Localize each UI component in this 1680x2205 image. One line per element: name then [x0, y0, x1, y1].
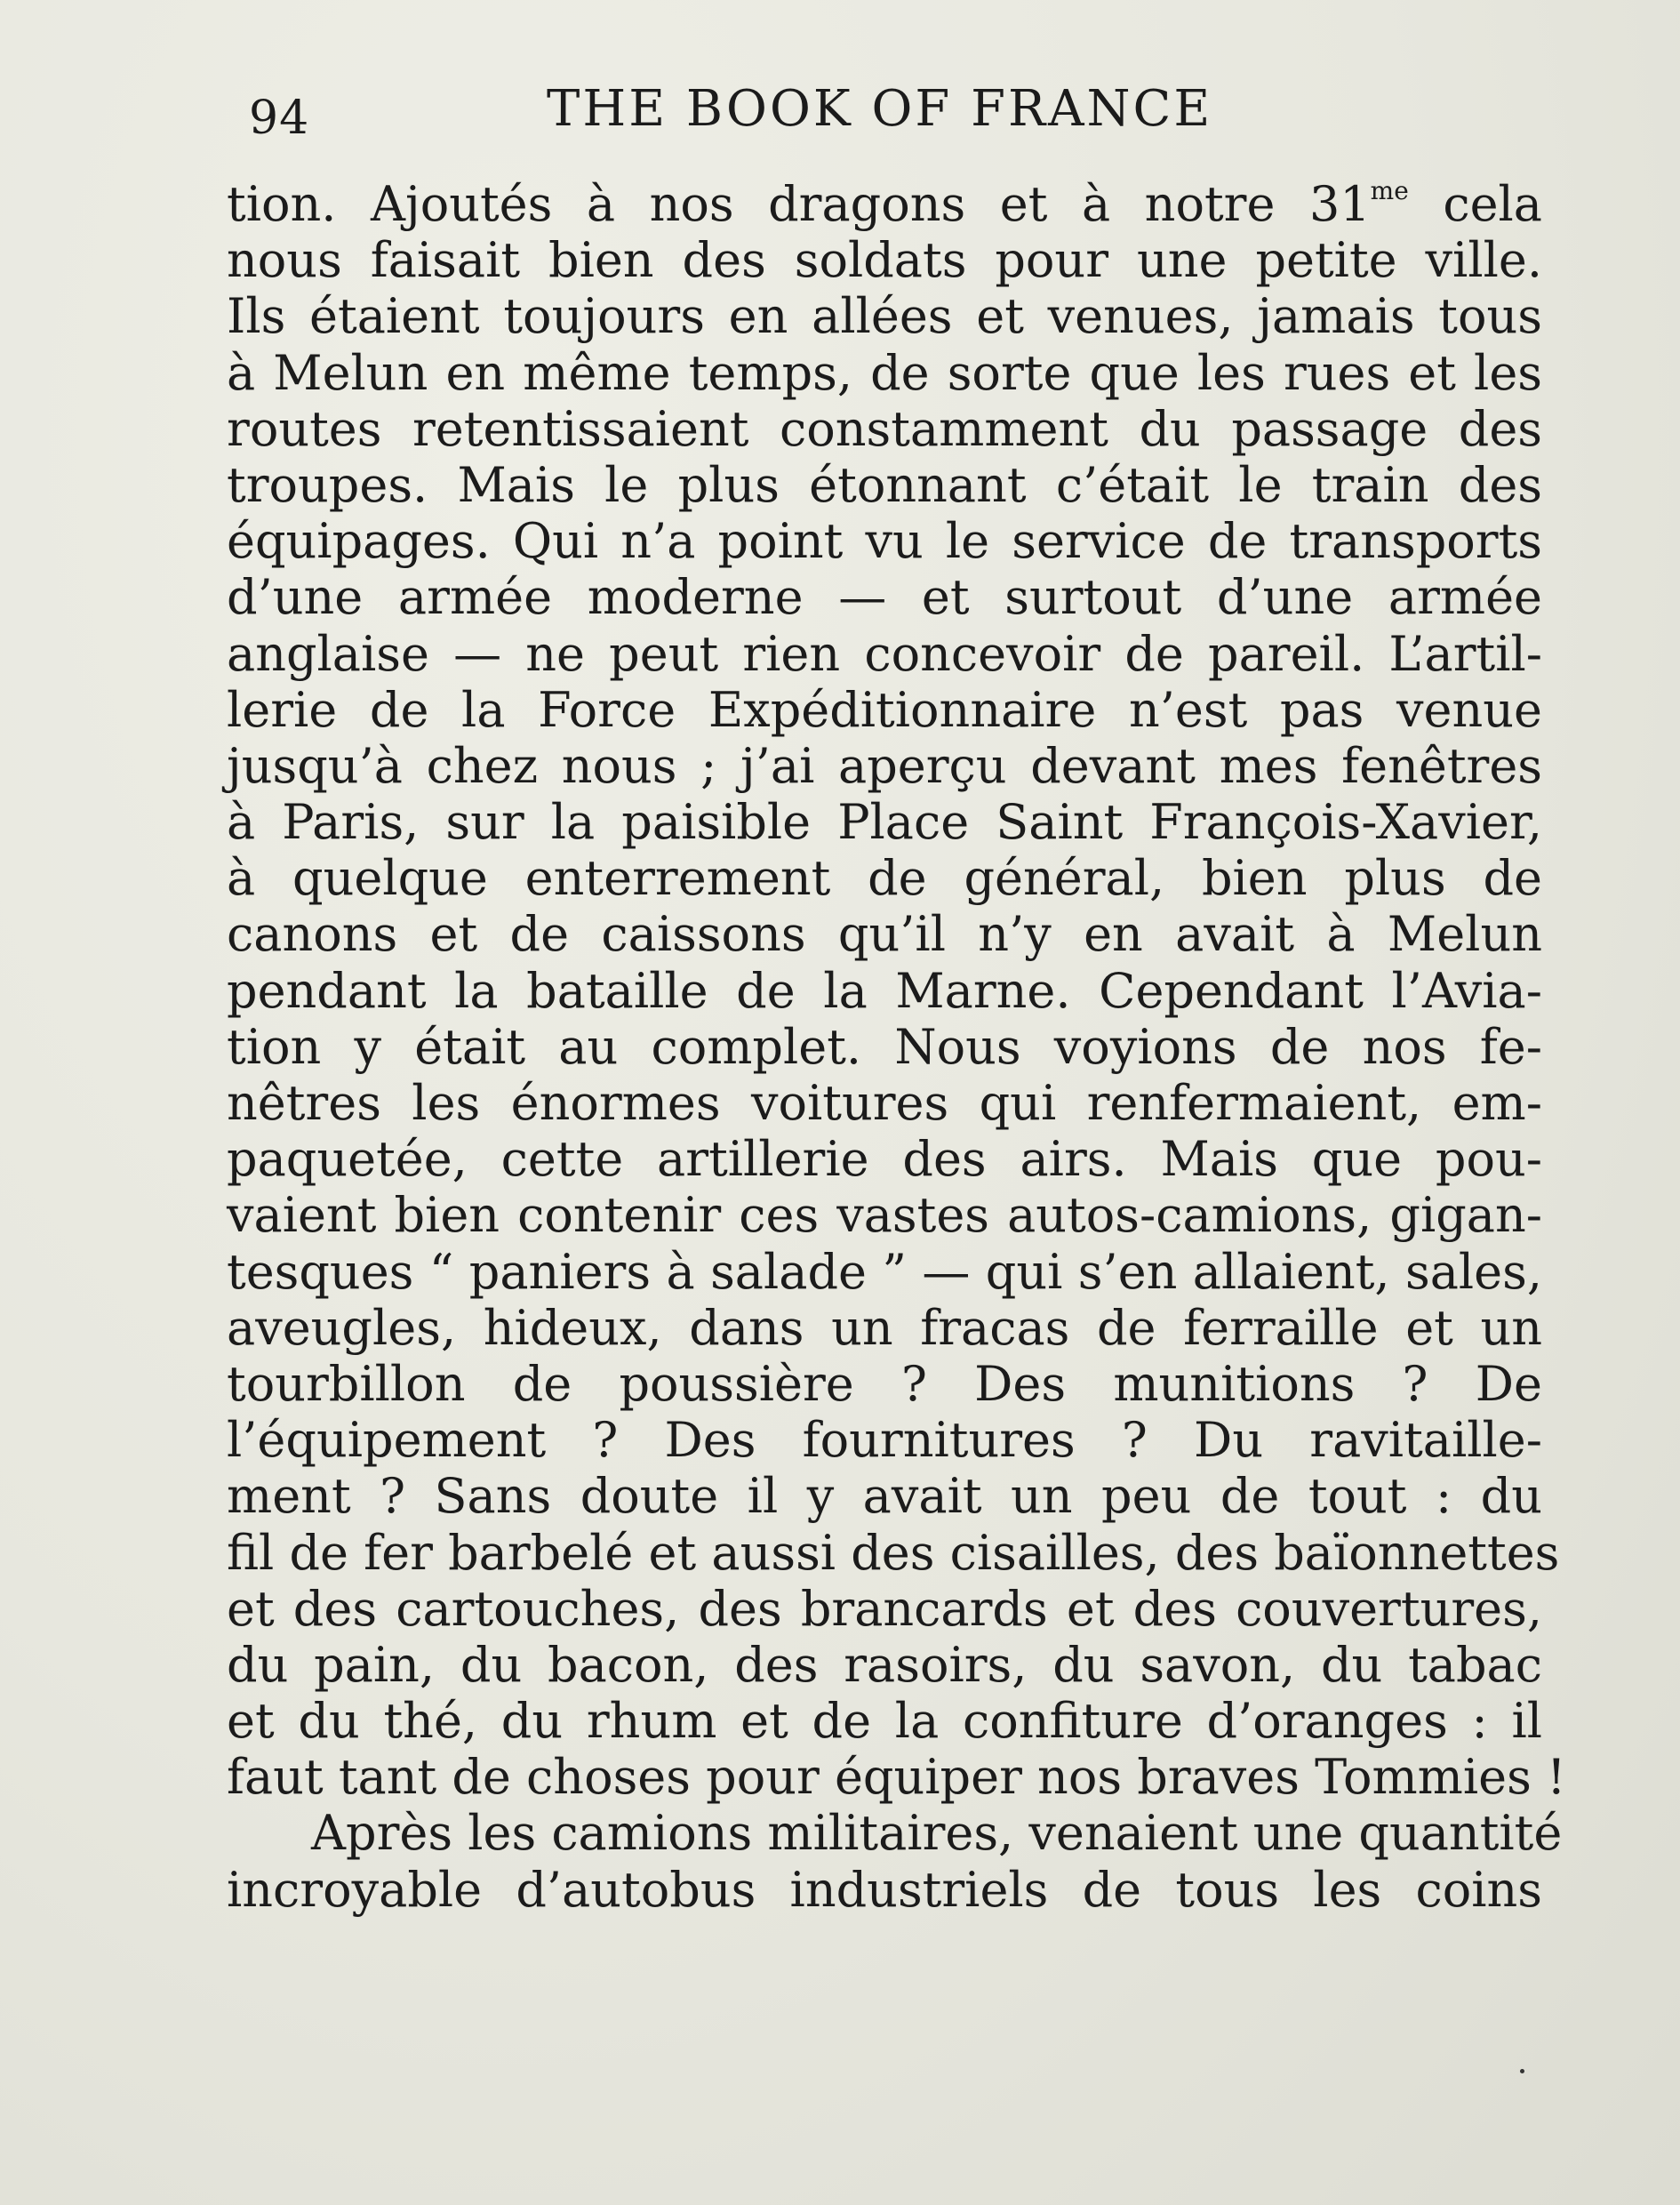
text-line: troupes. Mais le plus étonnant c’était le train des: [227, 456, 1542, 513]
text-line: canons et de caissons qu’il n’y en avait à Melun: [227, 906, 1542, 963]
text-line: faut tant de choses pour équiper nos braves Tommies !: [227, 1749, 1566, 1806]
text-line-part: tion. Ajoutés à nos dragons et à notre 31: [227, 176, 1371, 232]
text-line: incroyable d’autobus industriels de tous les coins: [227, 1861, 1542, 1918]
running-title: THE BOOK OF FRANCE: [547, 80, 1213, 138]
text-line: et des cartouches, des brancards et des couvertures,: [227, 1580, 1542, 1637]
text-line: lerie de la Force Expéditionnaire n’est pas venue: [227, 681, 1542, 738]
text-line: à Melun en même temps, de sorte que les rues et les: [227, 344, 1542, 401]
text-line: tourbillon de poussière ? Des munitions ? De: [227, 1355, 1542, 1412]
text-line: d’une armée moderne — et surtout d’une armée: [227, 569, 1542, 626]
text-line: nous faisait bien des soldats pour une petite ville.: [227, 232, 1542, 289]
text-line: aveugles, hideux, dans un fracas de ferraille et un: [227, 1299, 1542, 1356]
superscript-ordinal: me: [1370, 176, 1409, 205]
text-line-part: cela: [1408, 176, 1542, 232]
text-line: l’équipement ? Des fournitures ? Du ravitaille-: [227, 1412, 1542, 1469]
text-line: Après les camions militaires, venaient une quantité: [311, 1805, 1563, 1862]
text-line: nêtres les énormes voitures qui renfermaient, em-: [227, 1075, 1542, 1131]
paper-speck: [1520, 2069, 1524, 2073]
text-line: fil de fer barbelé et aussi des cisailles, des baïonnettes: [227, 1524, 1560, 1581]
text-line: paquetée, cette artillerie des airs. Mais que pou-: [227, 1131, 1542, 1188]
text-line: Ils étaient toujours en allées et venues, jamais tous: [227, 288, 1542, 345]
body-text: [227, 176, 1566, 1918]
text-line: jusqu’à chez nous ; j’ai aperçu devant mes fenêtres: [227, 737, 1542, 794]
text-line: tesques “ paniers à salade ” — qui s’en allaient, sales,: [227, 1243, 1542, 1300]
text-line: anglaise — ne peut rien concevoir de pareil. L’artil-: [227, 625, 1542, 682]
text-line: routes retentissaient constamment du passage des: [227, 400, 1542, 457]
text-line: équipages. Qui n’a point vu le service de transports: [227, 513, 1542, 570]
text-line: à quelque enterrement de général, bien plus de: [227, 850, 1542, 907]
text-line: vaient bien contenir ces vastes autos-camions, gigan-: [227, 1187, 1542, 1244]
text-line: à Paris, sur la paisible Place Saint François-Xavier,: [227, 794, 1542, 851]
running-header: [249, 78, 1267, 149]
text-line: et du thé, du rhum et de la confiture d’oranges : il: [227, 1693, 1542, 1750]
page-number: 94: [249, 92, 310, 145]
text-line: [227, 176, 1542, 232]
text-line: pendant la bataille de la Marne. Cependant l’Avia-: [227, 962, 1542, 1019]
text-line: ment ? Sans doute il y avait un peu de tout : du: [227, 1468, 1542, 1525]
text-line: tion y était au complet. Nous voyions de nos fe-: [227, 1018, 1542, 1075]
text-line: du pain, du bacon, des rasoirs, du savon, du tabac: [227, 1636, 1542, 1693]
